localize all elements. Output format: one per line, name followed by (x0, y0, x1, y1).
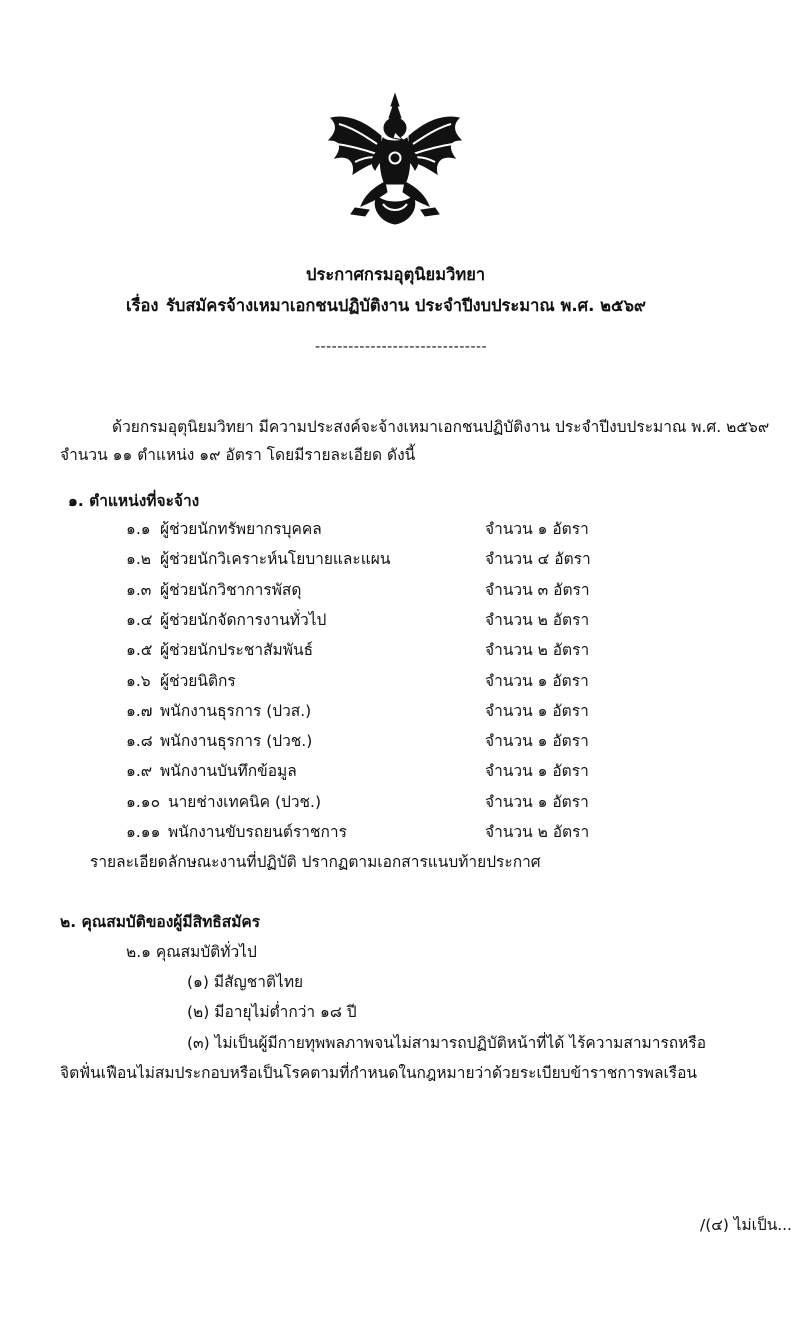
job-description-note: รายละเอียดลักษณะงานที่ปฏิบัติ ปรากฏตามเอกสารแนบท้ายประกาศ (90, 853, 541, 871)
qualification-item-2: (๒) มีอายุไม่ต่ำกว่า ๑๘ ปี (187, 1003, 357, 1021)
title-divider: ------------------------------- (315, 339, 488, 355)
position-count: จำนวน ๑ อัตรา (485, 732, 589, 750)
position-count: จำนวน ๒ อัตรา (485, 641, 590, 659)
position-title: ผู้ช่วยนักวิชาการพัสดุ (160, 581, 302, 599)
position-count: จำนวน ๓ อัตรา (485, 581, 590, 599)
page-continuation: /(๔) ไม่เป็น... (700, 1216, 792, 1234)
section1-heading: ๑. ตำแหน่งที่จะจ้าง (68, 492, 200, 510)
position-count: จำนวน ๑ อัตรา (485, 672, 589, 690)
position-no: ๑.๔ (126, 611, 153, 629)
garuda-emblem-icon (325, 92, 465, 232)
position-count: จำนวน ๑ อัตรา (485, 793, 589, 811)
position-title: ผู้ช่วยนักจัดการงานทั่วไป (160, 611, 327, 629)
position-no: ๑.๘ (126, 732, 153, 750)
position-no: ๑.๓ (126, 581, 152, 599)
intro-line-1: ด้วยกรมอุตุนิยมวิทยา มีความประสงค์จะจ้างเหมาเอกชนปฏิบัติงาน ประจำปีงบประมาณ พ.ศ. ๒๕๖๙ (112, 418, 770, 436)
position-count: จำนวน ๑ อัตรา (485, 762, 589, 780)
position-title: พนักงานธุรการ (ปวช.) (160, 732, 313, 750)
position-no: ๑.๒ (126, 550, 151, 568)
position-count: จำนวน ๑ อัตรา (485, 520, 589, 538)
position-no: ๑.๖ (126, 672, 151, 690)
position-no: ๑.๑๑ (126, 823, 161, 841)
position-title: ผู้ช่วยนักวิเคราะห์นโยบายและแผน (160, 550, 391, 568)
position-count: จำนวน ๒ อัตรา (485, 823, 590, 841)
qualification-item-1: (๑) มีสัญชาติไทย (187, 973, 304, 991)
intro-line-2: จำนวน ๑๑ ตำแหน่ง ๑๙ อัตรา โดยมีรายละเอียด ดังนี้ (60, 446, 416, 464)
subject-label: เรื่อง (126, 296, 159, 315)
subject-text: รับสมัครจ้างเหมาเอกชนปฏิบัติงาน ประจำปีงบประมาณ พ.ศ. ๒๕๖๙ (166, 296, 647, 315)
announcement-title: ประกาศกรมอุตุนิยมวิทยา (306, 265, 486, 284)
qualification-item-3-line-1: (๓) ไม่เป็นผู้มีกายทุพพลภาพจนไม่สามารถปฏิบัติหน้าที่ได้ ไร้ความสามารถหรือ (187, 1034, 707, 1052)
position-title: ผู้ช่วยนักทรัพยากรบุคคล (160, 520, 322, 538)
position-title: พนักงานขับรถยนต์ราชการ (168, 823, 347, 841)
position-title: พนักงานบันทึกข้อมูล (160, 762, 297, 780)
position-no: ๑.๑ (126, 520, 151, 538)
section2-subheading: ๒.๑ คุณสมบัติทั่วไป (126, 943, 257, 961)
position-no: ๑.๗ (126, 702, 153, 720)
position-count: จำนวน ๔ อัตรา (485, 550, 591, 568)
position-no: ๑.๕ (126, 641, 153, 659)
section2-heading: ๒. คุณสมบัติของผู้มีสิทธิสมัคร (60, 913, 261, 931)
position-title: นายช่างเทคนิค (ปวช.) (168, 793, 322, 811)
qualification-item-3-line-2: จิตฟั่นเฟือนไม่สมประกอบหรือเป็นโรคตามที่กำหนดในกฎหมายว่าด้วยระเบียบข้าราชการพลเรือน (60, 1064, 698, 1082)
position-title: พนักงานธุรการ (ปวส.) (160, 702, 312, 720)
position-count: จำนวน ๑ อัตรา (485, 702, 589, 720)
position-title: ผู้ช่วยนักประชาสัมพันธ์ (160, 641, 314, 659)
position-title: ผู้ช่วยนิติกร (160, 672, 236, 690)
position-count: จำนวน ๒ อัตรา (485, 611, 590, 629)
position-no: ๑.๙ (126, 762, 153, 780)
position-no: ๑.๑๐ (126, 793, 161, 811)
